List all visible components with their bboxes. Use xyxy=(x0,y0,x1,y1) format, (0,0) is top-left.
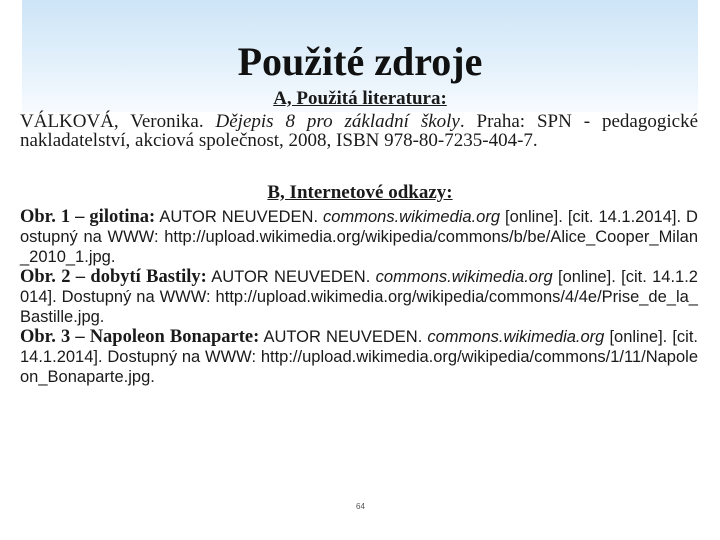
reference-list xyxy=(20,207,698,387)
reference-site: commons.wikimedia.org xyxy=(323,208,501,226)
reference-link: [online]. [cit. 14.1.2014]. Dostupný na WWW: http://upload.wikimedia.org/wikipedia/commons/b/be/Alice_Cooper_Milan_2010_1.jpg. xyxy=(20,208,698,266)
reference-link: [online]. [cit. 14.1.2014]. Dostupný na WWW: http://upload.wikimedia.org/wikipedia/commons/1/11/Napoleon_Bonaparte.jpg. xyxy=(20,328,698,386)
reference-author: AUTOR NEUVEDEN. xyxy=(211,268,371,286)
section-a-heading: A, Použitá literatura: xyxy=(273,88,447,109)
reference-item-1 xyxy=(20,207,698,267)
reference-link: [online]. [cit. 14.1.2014]. Dostupný na WWW: http://upload.wikimedia.org/wikipedia/commons/4/4e/Prise_de_la_Bastille.jpg. xyxy=(20,268,698,326)
literature-citation xyxy=(20,112,698,150)
reference-item-3 xyxy=(20,327,698,387)
section-b-heading: B, Internetové odkazy: xyxy=(267,182,453,203)
reference-label: Obr. 3 – Napoleon Bonaparte: xyxy=(20,327,260,347)
literature-book-title: Dějepis 8 pro základní školy xyxy=(215,111,460,132)
reference-author: AUTOR NEUVEDEN. xyxy=(159,208,319,226)
literature-details: . Praha: SPN - pedagogické nakladatelství, akciová společnost, 2008, ISBN 978-80-7235-404-7. xyxy=(20,111,699,151)
reference-item-2 xyxy=(20,267,698,327)
literature-author: VÁLKOVÁ, Veronika. xyxy=(20,111,204,132)
slide-title: Použité zdroje xyxy=(237,39,483,84)
reference-site: commons.wikimedia.org xyxy=(427,328,605,346)
page-number: 64 xyxy=(356,502,365,511)
reference-site: commons.wikimedia.org xyxy=(375,268,553,286)
reference-author: AUTOR NEUVEDEN. xyxy=(263,328,423,346)
reference-label: Obr. 1 – gilotina: xyxy=(20,207,156,227)
reference-label: Obr. 2 – dobytí Bastily: xyxy=(20,267,207,287)
